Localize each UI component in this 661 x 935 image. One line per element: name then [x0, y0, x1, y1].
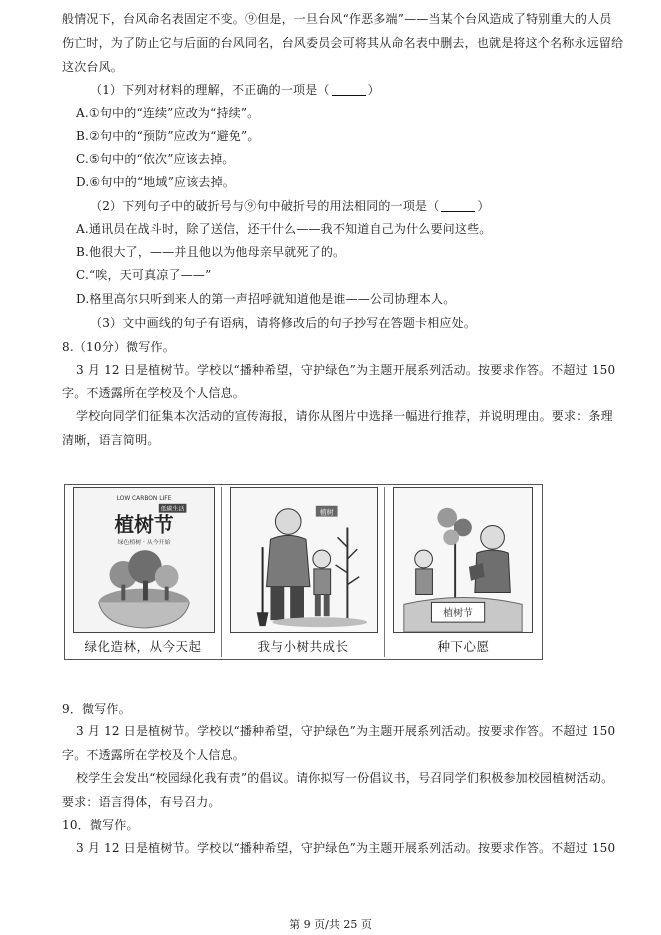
intro-line-1: 般情况下，台风命名表固定不变。⑨但是，一旦台风“作恶多端”——当某个台风造成了特别重大的人员: [62, 12, 612, 26]
q1-option-d: D.⑥句中的“地域”应该去掉。: [76, 175, 236, 189]
poster-panel-1: [65, 487, 222, 657]
poster-1-title: 植树节: [114, 513, 174, 537]
q8-paragraph-1b: 字。不透露所在学校及个人信息。: [62, 386, 246, 400]
poster-2-father-leg-right: [290, 587, 304, 621]
q2-stem: [90, 197, 490, 215]
poster-2-child-leg-left: [315, 595, 321, 617]
poster-panel-3: [385, 487, 542, 657]
poster-2-image: [230, 487, 378, 633]
poster-3-leaves-3: [443, 529, 459, 545]
poster-3-drawing: [394, 488, 532, 632]
poster-2-father-leg-left: [270, 587, 284, 621]
q10-heading: 10．微写作。: [62, 818, 139, 832]
q2-stem-text: （2）下列句子中的破折号与⑨句中破折号的用法相同的一项是（: [90, 199, 440, 213]
q2-option-b: B.他很大了，——并且他以为他母亲早就死了的。: [76, 245, 346, 259]
q3-stem: （3）文中画线的句子有语病，请将修改后的句子抄写在答题卡相应处。: [90, 316, 477, 330]
poster-1-trunk-center: [143, 581, 148, 601]
q1-option-c: C.⑤句中的“依次”应该去掉。: [76, 152, 235, 166]
poster-1-top-text: LOW CARBON LIFE: [116, 495, 172, 502]
q9-paragraph-1a: 3 月 12 日是植树节。学校以“播种希望，守护绿色”为主题开展系列活动。按要求作答。不超过 150: [76, 724, 616, 738]
page-footer: 第 9 页/共 25 页: [289, 918, 372, 931]
q8-heading: 8.（10分）微写作。: [62, 340, 175, 354]
poster-2-child-body: [314, 569, 331, 595]
q2-stem-close: ）: [477, 199, 490, 213]
poster-3-sign: 植树节: [443, 608, 473, 620]
poster-2-drawing: [231, 488, 377, 632]
q10-paragraph-1a: 3 月 12 日是植树节。学校以“播种希望，守护绿色”为主题开展系列活动。按要求作答。不超过 150: [76, 841, 616, 855]
poster-1-tree-right: [155, 565, 179, 589]
poster-3-father-head: [481, 526, 505, 550]
q1-option-a: A.①句中的“连续”应改为“持续”。: [76, 106, 260, 120]
q2-option-a: A.通讯员在战斗时，除了送信，还干什么——我不知道自己为什么要问这些。: [76, 222, 492, 236]
q1-stem: [90, 81, 380, 99]
poster-figure: [64, 484, 543, 660]
q2-answer-blank: [441, 199, 475, 212]
poster-2-caption: 我与小树共成长: [257, 639, 349, 654]
poster-1-drawing: [74, 488, 214, 632]
q1-stem-close: ）: [367, 83, 380, 97]
poster-1-trunk-right: [165, 587, 169, 601]
poster-3-child-head: [415, 550, 433, 568]
poster-3-child-body: [416, 569, 433, 595]
q9-heading: 9．微写作。: [62, 702, 131, 716]
intro-line-3: 这次台风。: [62, 60, 124, 74]
q8-paragraph-2a: 学校向同学们征集本次活动的宣传海报，请你从图片中选择一幅进行推荐，并说明理由。要求：条理: [76, 409, 613, 423]
q2-option-c: C.“唉，天可真凉了——”: [76, 268, 212, 282]
poster-3-caption: 种下心愿: [437, 639, 490, 654]
poster-1-subtitle: 绿色植树 · 从今开始: [117, 540, 171, 547]
poster-panel-2: [222, 487, 385, 657]
poster-2-child-head: [313, 550, 331, 568]
q9-paragraph-2b: 要求：语言得体，有号召力。: [62, 795, 221, 809]
q9-paragraph-1b: 字。不透露所在学校及个人信息。: [62, 748, 246, 762]
poster-1-image: [73, 487, 215, 633]
poster-1-badge: 低碳生活: [160, 506, 185, 513]
poster-2-sign: 植树: [319, 508, 334, 517]
q1-answer-blank: [332, 83, 366, 96]
poster-3-image: [393, 487, 533, 633]
poster-2-father-head: [275, 509, 301, 535]
intro-line-2: 伤亡时，为了防止它与后面的台风同名，台风委员会可将其从命名表中删去，也就是将这个名称永远留给: [62, 36, 624, 50]
poster-2-father-body: [267, 535, 310, 586]
poster-1-caption: 绿化造林，从今天起: [84, 639, 202, 654]
q9-paragraph-2a: 校学生会发出“校园绿化我有责”的倡议。请你拟写一份倡议书，号召同学们积极参加校园植树活动。: [76, 771, 614, 785]
poster-1-trunk-left: [121, 585, 125, 601]
poster-3-leaves-1: [437, 508, 457, 528]
q8-paragraph-2b: 清晰，语言简明。: [62, 433, 160, 447]
q1-stem-text: （1）下列对材料的理解，不正确的一项是（: [90, 83, 330, 97]
q8-paragraph-1a: 3 月 12 日是植树节。学校以“播种希望，守护绿色”为主题开展系列活动。按要求作答。不超过 150: [76, 363, 616, 377]
q1-option-b: B.②句中的“预防”应改为“避免”。: [76, 129, 260, 143]
poster-2-ground: [272, 617, 367, 627]
q2-option-d: D.格里高尔只听到来人的第一声招呼就知道他是谁——公司协理本人。: [76, 292, 456, 306]
poster-2-child-leg-right: [324, 595, 330, 617]
